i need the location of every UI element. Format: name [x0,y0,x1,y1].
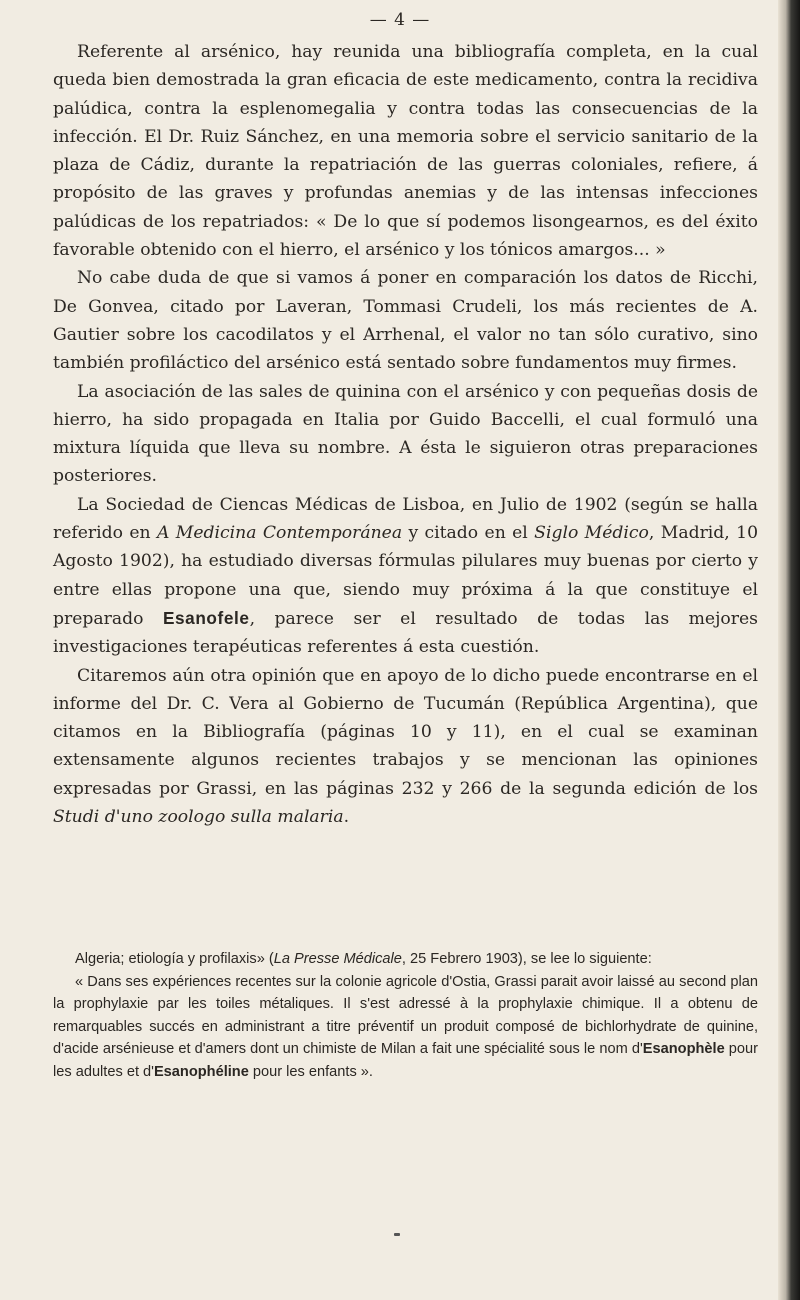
paragraph-text: , parece ser el resultado de todas las mejores investigaciones terapéuticas referentes á esta cuestión. [53,608,758,658]
paragraph-text: La Sociedad de Ciencas Médicas de Lisboa, en Julio de 1902 (según se halla referido en [53,494,758,544]
paragraph-text: La asociación de las sales de quinina con el arsénico y con pequeñas dosis de hierro, ha sido propagada en Italia por Guido Baccelli, el cual formuló una mixtura líquida que lleva su nombre. A ésta le siguieron otras preparaciones posteriores. [53,381,758,487]
footnote-text: , 25 Febrero 1903), se lee lo siguiente: [401,951,652,967]
paragraph-text: No cabe duda de que si vamos á poner en comparación los datos de Ricchi, De Gonvea, citado por Laveran, Tommasi Crudeli, los más recientes de A. Gautier sobre los cacodilatos y el Arrhenal, el valor no tan sólo curativo, sino también profiláctico del arsénico está sentado sobre fundamentos muy firmes. [53,268,758,374]
footnote [53,948,758,1083]
paragraph-comparison [53,264,758,377]
paragraph-text: . [343,807,350,828]
footnote-text: « Dans ses expériences recentes sur la colonie agricole d'Ostia, Grassi parait avoir laissé au second plan la prophylaxie par les toiles métaliques. Il s'est adressé à la prophylaxie chimique. Il a obtenu de remarquables succés en administrant a titre préventif un produit composé de bichlorhydrate de quinine, d'acide arsénieuse et d'amers dont un chimiste de Milan a fait une spécialité sous le nom d' [53,973,758,1057]
body-text [53,38,758,831]
product-name: Esanophèle [642,1041,725,1057]
paragraph-tucuman-report [53,662,758,832]
journal-title: La Presse Médicale [273,951,402,967]
page-number: — 4 — [369,10,431,30]
ink-mark [394,1233,400,1236]
paragraph-quinine-association [53,378,758,491]
footnote-quote [53,971,758,1084]
paragraph-text: , Madrid, 10 Agosto 1902), ha estudiado diversas fórmulas pilulares muy buenas por cierto y entre ellas propone una que, siendo muy próxima á la que constituye el preparado [53,523,759,629]
footnote-intro [53,948,758,971]
journal-title: A Medicina Contemporánea [156,523,403,544]
product-name: Esanofele [162,607,250,628]
footnote-text: pour les enfants ». [248,1063,373,1080]
paragraph-text: Referente al arsénico, hay reunida una bibliografía completa, en la cual queda bien demostrada la gran eficacia de este medicamento, contra la recidiva palúdica, contra la esplenomegalia y contra todas las consecuencias de la infección. El Dr. Ruiz Sánchez, en una memoria sobre el servicio sanitario de la plaza de Cádiz, durante la repatriación de las guerras coloniales, refiere, á propósito de las graves y profundas anemias y de las intensas infecciones palúdicas de los repatriados: « De lo que sí podemos lisongearnos, es del éxito favorable obtenido con el hierro, el arsénico y los tónicos amargos... » [53,42,758,261]
book-title: Studi d'uno zoologo sulla malaria [53,807,344,828]
journal-title: Siglo Médico [534,523,649,544]
paragraph-text: Citaremos aún otra opinión que en apoyo de lo dicho puede encontrarse en el informe del Dr. C. Vera al Gobierno de Tucumán (República Argentina), que citamos en la Bibliografía (páginas 10 y 11), en el cual se examinan extensamente algunos recientes trabajos y se mencionan las opiniones expresadas por Grassi, en las páginas 232 y 266 de la segunda edición de los [53,665,758,799]
footnote-text: Algeria; etiología y profilaxis» ( [75,951,274,967]
paragraph-text: y citado en el [402,523,535,544]
footnote-text: pour les adultes et d' [53,1041,759,1080]
page-edge [778,0,800,1300]
paragraph-arsenic-bibliography [53,38,758,264]
product-name: Esanophéline [153,1063,249,1080]
paragraph-lisbon-society [53,491,758,662]
